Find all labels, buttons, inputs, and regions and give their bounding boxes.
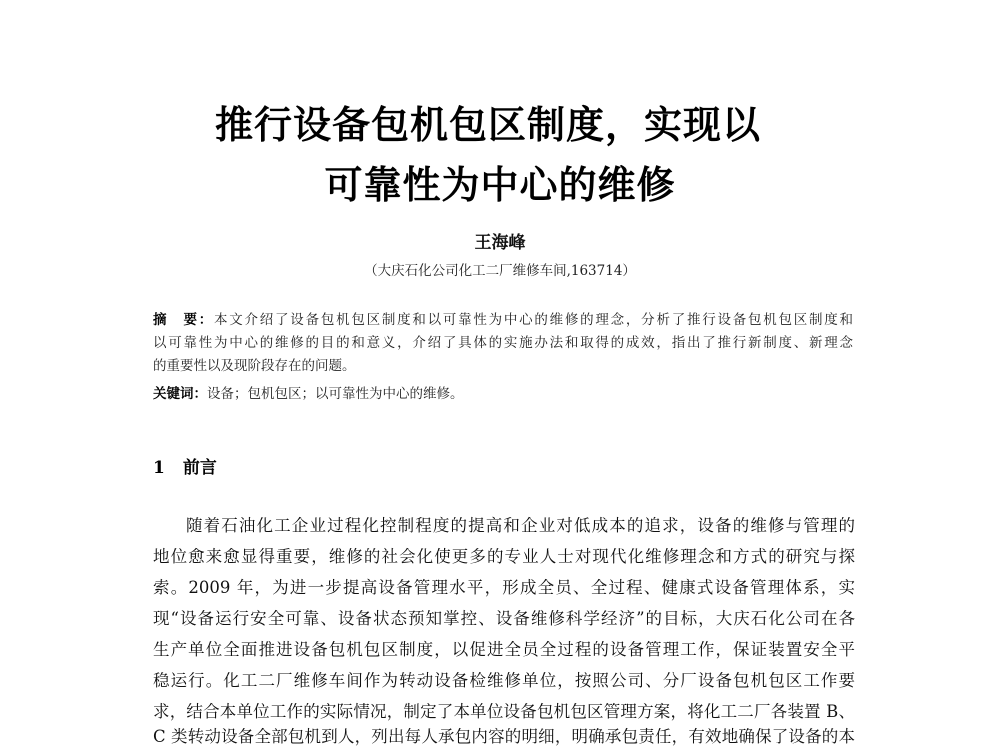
body-text-line: 索。2009 年，为进一步提高设备管理水平，形成全员、全过程、健康式设备管理体系，实 — [153, 578, 855, 597]
body-text-line: 求，结合本单位工作的实际情况，制定了本单位设备包机包区管理方案，将化工二厂各装置 B、 — [153, 702, 855, 721]
abstract-line — [153, 309, 853, 332]
body-text-line: 地位愈来愈显得重要，维修的社会化使更多的专业人士对现代化维修理念和方式的研究与探 — [153, 547, 855, 566]
abstract-text: 本文介绍了设备包机包区制度和以可靠性为中心的维修的理念，分析了推行设备包机包区制度和 — [214, 312, 854, 328]
keywords-label: 关键词： — [153, 386, 207, 402]
keywords-line — [153, 383, 853, 406]
body-text-line: 随着石油化工企业过程化控制程度的提高和企业对低成本的追求，设备的维修与管理的 — [186, 516, 855, 535]
body-text-line: 现“设备运行安全可靠、设备状态预知掌控、设备维修科学经济”的目标，大庆石化公司在各 — [153, 609, 855, 628]
section-title: 前言 — [182, 458, 217, 478]
abstract-line: 的重要性以及现阶段存在的问题。 — [153, 358, 356, 374]
author-name: 王海峰 — [474, 233, 526, 253]
paper-title-line-2: 可靠性为中心的维修 — [324, 163, 676, 207]
body-text-line: C 类转动设备全部包机到人，列出每人承包内容的明细，明确承包责任，有效地确保了设备的本 — [153, 727, 855, 746]
section-number: 1 — [153, 458, 165, 478]
author-affiliation: （大庆石化公司化工二厂维修车间,163714） — [364, 263, 636, 279]
body-text-line: 稳运行。化工二厂维修车间作为转动设备检维修单位，按照公司、分厂设备包机包区工作要 — [153, 671, 855, 690]
keywords-text: 设备；包机包区；以可靠性为中心的维修。 — [207, 386, 464, 402]
paper-title-line-1: 推行设备包机包区制度，实现以 — [214, 103, 761, 147]
abstract-label: 摘 要： — [153, 312, 215, 328]
abstract-line: 以可靠性为中心的维修的目的和意义，介绍了具体的实施办法和取得的成效，指出了推行新制度、新理念 — [153, 335, 853, 351]
body-text-line: 生产单位全面推进设备包机包区制度，以促进全员全过程的设备管理工作，保证装置安全平 — [153, 640, 855, 659]
section-heading — [153, 453, 217, 478]
